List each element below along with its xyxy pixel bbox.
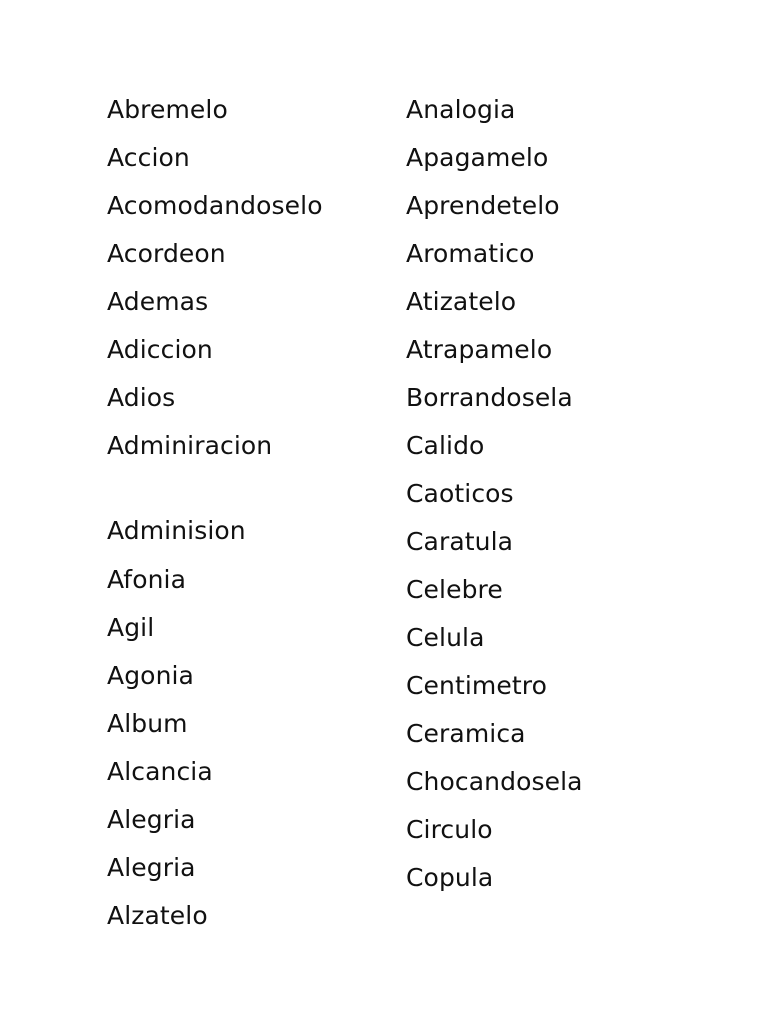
word-item: Atizatelo: [406, 287, 517, 316]
word-item: Atrapamelo: [406, 335, 553, 364]
word-item: Album: [107, 709, 188, 738]
word-item: Ceramica: [406, 719, 526, 748]
word-item: Adminiracion: [107, 431, 273, 460]
word-item: Copula: [406, 863, 494, 892]
word-item: Analogia: [406, 95, 516, 124]
word-item: Celula: [406, 623, 485, 652]
word-item: Abremelo: [107, 95, 228, 124]
word-item: Acordeon: [107, 239, 226, 268]
word-item: Alzatelo: [107, 901, 208, 930]
word-item: Adiccion: [107, 335, 213, 364]
word-item: Alegria: [107, 853, 196, 882]
word-item: Celebre: [406, 575, 503, 604]
word-item: Borrandosela: [406, 383, 573, 412]
word-item: Agil: [107, 613, 155, 642]
word-item: Agonia: [107, 661, 194, 690]
word-item: Aprendetelo: [406, 191, 560, 220]
word-item: Adminision: [107, 516, 246, 545]
word-item: Acomodandoselo: [107, 191, 323, 220]
word-item: Calido: [406, 431, 485, 460]
word-item: Afonia: [107, 565, 187, 594]
word-item: Circulo: [406, 815, 493, 844]
word-item: Caratula: [406, 527, 514, 556]
word-item: Alcancia: [107, 757, 213, 786]
word-item: Alegria: [107, 805, 196, 834]
word-item: Aromatico: [406, 239, 535, 268]
word-item: Caoticos: [406, 479, 514, 508]
word-item: Apagamelo: [406, 143, 549, 172]
word-item: Chocandosela: [406, 767, 583, 796]
word-item: Accion: [107, 143, 190, 172]
word-item: Centimetro: [406, 671, 547, 700]
word-item: Ademas: [107, 287, 209, 316]
word-item: Adios: [107, 383, 176, 412]
